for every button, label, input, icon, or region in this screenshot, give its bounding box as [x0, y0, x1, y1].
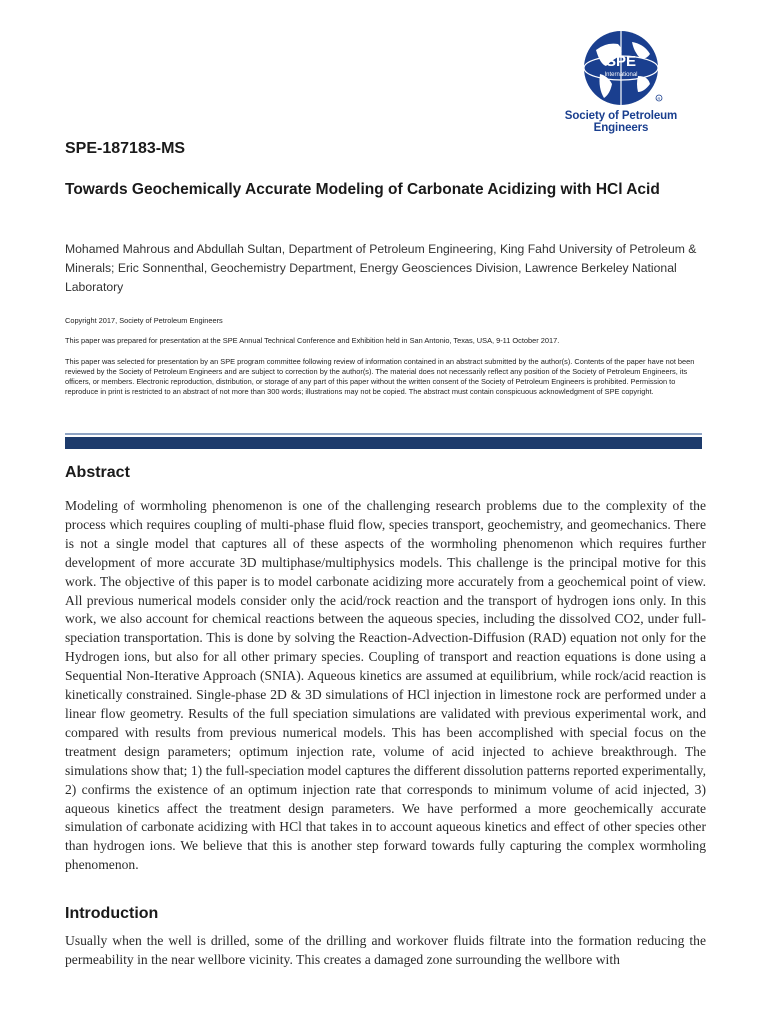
selection-notice: This paper was selected for presentation by an SPE program committee following review of information contained in an abstract submitted by the author(s). Contents of the paper have not been reviewed by the Society of Petroleum Engineers and are subject to correction by the author(s). The material does not necessarily reflect any position of the Society of Petroleum Engineers, its officers, or members. Electronic reproduction, distribution, or storage of any part of this paper without the written consent of the Society of Petroleum Engineers is prohibited. Permission to reproduce in print is restricted to an abstract of not more than 300 words; illustrations may not be copied. The abstract must contain conspicuous acknowledgment of SPE copyright.	[65, 357, 695, 396]
conference-notice: This paper was prepared for presentation at the SPE Annual Technical Conference and Exhibition held in San Antonio, Texas, USA, 9-11 October 2017.	[65, 336, 560, 345]
spe-logo	[536, 30, 706, 134]
copyright-notice: Copyright 2017, Society of Petroleum Engineers	[65, 316, 223, 325]
svg-text:R: R	[657, 96, 661, 101]
paper-title: Towards Geochemically Accurate Modeling of Carbonate Acidizing with HCl Acid	[65, 181, 660, 198]
logo-mark: SPE	[605, 53, 637, 70]
section-divider	[65, 437, 702, 449]
introduction-heading: Introduction	[65, 905, 159, 922]
logo-org-name: Society of Petroleum Engineers	[564, 110, 678, 134]
abstract-heading: Abstract	[65, 464, 130, 481]
author-list: Mohamed Mahrous and Abdullah Sultan, Department of Petroleum Engineering, King Fahd University of Petroleum & Minerals; Eric Sonnenthal, Geochemistry Department, Energy Geosciences Division, Lawrence Berkeley National Laboratory	[65, 242, 697, 294]
globe-icon	[536, 30, 706, 110]
introduction-body: Usually when the well is drilled, some of the drilling and workover fluids filtrate into the formation reducing the permeability in the near wellbore vicinity. This creates a damaged zone surrounding the wellbore with	[65, 933, 706, 967]
abstract-body: Modeling of wormholing phenomenon is one of the challenging research problems due to the complexity of the process which requires coupling of multi-phase fluid flow, species transport, geochemistry, and geomechanics. There is not a single model that captures all of these aspects of the wormholing phenomenon which requires further development of more accurate 3D multiphase/multiphysics models. This challenge is the principal motive for this work. The objective of this paper is to model carbonate acidizing more accurately from a geochemical point of view. All previous numerical models consider only the acid/rock reaction and the transport of hydrogen ions only. In this work, we also account for chemical reactions between the aqueous species, including the dissolved CO2, under full-speciation transportation. This is done by solving the Reaction-Advection-Diffusion (RAD) equation not only for the Hydrogen ions, but also for all other primary species. Coupling of transport and reaction equations is done using a Sequential Non-Iterative Approach (SNIA). Aqueous kinetics are assumed at equilibrium, while rock/acid reaction is kinetically constrained. Single-phase 2D & 3D simulations of HCl injection in limestone rock are performed under a linear flow geometry. Results of the full speciation simulations are validated with previous experimental work, and compared with results from previous numerical models. This has been accomplished with special focus on the treatment design parameters; optimum injection rate, volume of acid injected to achieve breakthrough. The simulations show that; 1) the full-speciation model captures the different dissolution patterns reported experimentally, 2) confirms the existence of an optimum injection rate that corresponds to minimum volume of acid injected, 3) aqueous kinetics affect the treatment design parameters. We have performed a more geochemically accurate simulation of carbonate acidizing with HCl that takes in to account aqueous kinetics and effect of other species other than hydrogen ions. We believe that this is another step forward towards fully capturing the complex wormholing phenomenon.	[65, 498, 706, 873]
logo-submark: International	[604, 72, 638, 78]
paper-id: SPE-187183-MS	[65, 140, 186, 157]
